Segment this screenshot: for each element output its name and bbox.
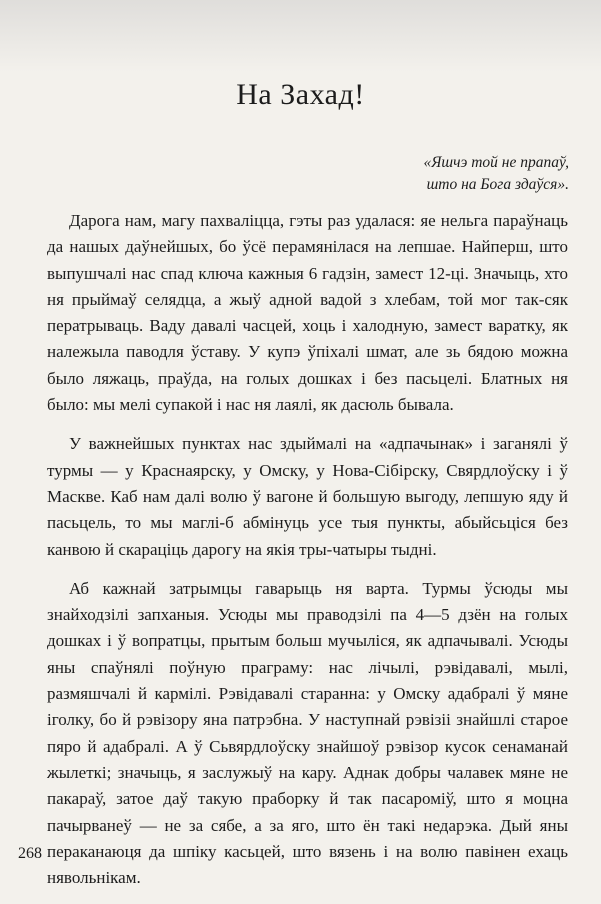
paragraph-3: Аб кажнай затрымцы гаварыць ня варта. Турмы ўсюды мы знайходзілі запханыя. Усюды мы праводзілі па 4—5 дзён на голых дошках і ў вопратцы, прытым больш мучыліся, як адпачывалі. Усюды яны спаўнялі поўную праграму: нас лічылі, рэвідавалі, мылі, размяшчалі й кармілі. Рэвідавалі старанна: у Омску адабралі ў мяне іголку, бо й рэвізору яна патрэбна. У наступнай рэвізіі знайшлі старое пяро й адабралі. А ў Сьвярдлоўску знайшоў рэвізор кусок сенаманай жылеткі; значыць, я заслужыў на кару. Аднак добры чалавек мяне не пакараў, затое даў такую праборку й так пасароміў, што я моцна пачырванеў — не за сябе, а за яго, што ён такі недарэка. Дый яны пераканаюця да шпіку касьцей, што вязень і на волю павінен ехаць нявольнікам. [47, 578, 568, 888]
epigraph-line-1: «Яшчэ той не прапаў, [423, 154, 569, 171]
body-text [47, 208, 568, 904]
epigraph-line-2: што на Бога здаўся». [426, 176, 569, 193]
paragraph-2: У важнейшых пунктах нас здыймалі на «адпачынак» і заганялі ў турмы — у Краснаярску, у Омску, у Нова-Сібірску, Свярдлоўску і ў Маскве. Каб нам далі волю ў вагоне й большую выгоду, лепшую яду й пасьцель, то мы маглі-б абмінуць усе тыя пункты, абыйсьціся без канвою й скарацiць дарогу на якія тры-чатыры тыдні. [47, 434, 568, 559]
paragraph-1: Дарога нам, магу пахваліцца, гэты раз удалася: яе нельга параўнаць да нашых даўнейшых, бо ўсё перамянілася на лепшае. Найперш, што выпушчалі нас спад ключа кажныя 6 гадзін, замест 12-ці. Значыць, хто ня прыймаў селядца, а жыў адной вадой з хлебам, той мог так-сяк ператрываць. Ваду давалі часцей, хоць і халодную, замест варатку, як належыла паводля ўставу. У купэ ўпіхалі шмат, але зь бядою можна было ляжаць, праўда, на голых дошках і без пасьцелі. Блатных ня было: мы мелі супакой і нас ня лаялі, як дасюль бывала. [47, 211, 568, 415]
epigraph [239, 152, 569, 196]
page-number: 268 [18, 845, 42, 862]
chapter-title: На Захад! [236, 78, 365, 111]
